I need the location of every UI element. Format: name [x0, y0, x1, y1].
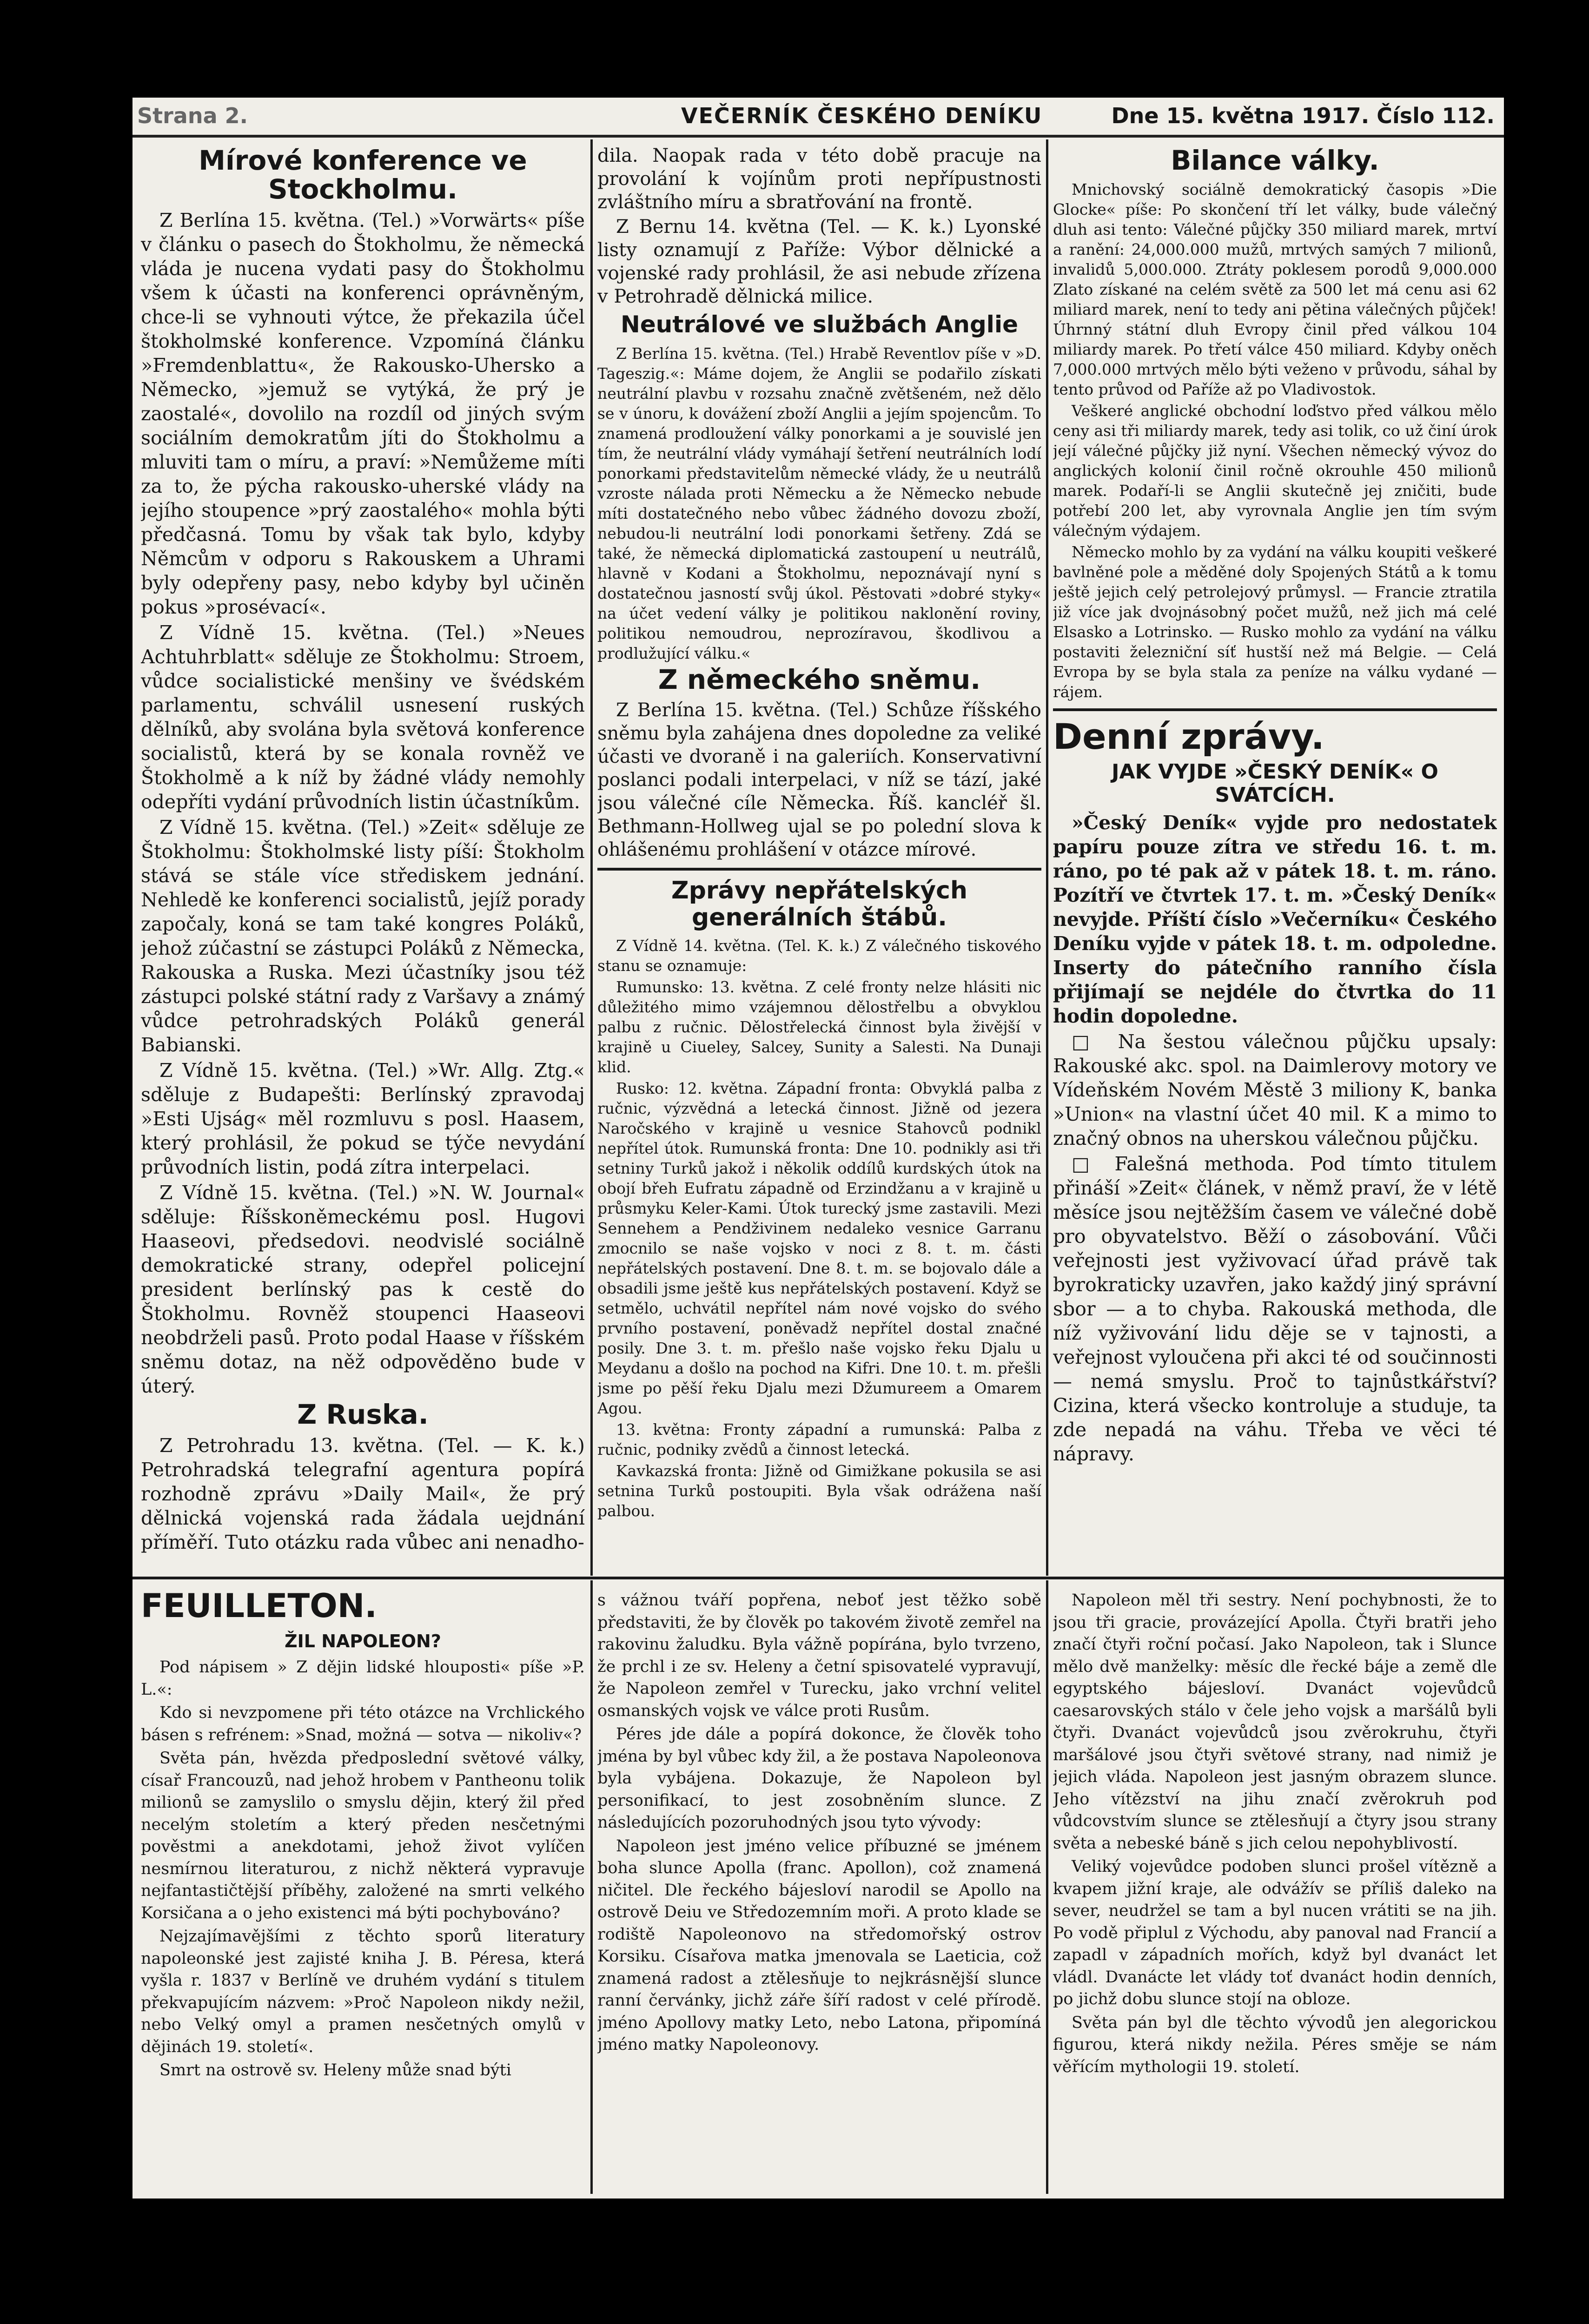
column-2: [597, 144, 1041, 1571]
feuilleton-paragraph: Světa pán, hvězda předposlední světové války, císař Francouzů, nad jehož hrobem v Pantheonu tolik milionů se zamyslilo o smyslu dějin, který žil před necelým stoletím a který předen nesčetnými pověstmi a anekdotami, jehož život vylíčen nesmírnou literaturou, z nichž některá vypravuje nejfantastičtější příběhy, založené na smrti velkého Korsičana a o jeho existenci má býti pochybováno?: [141, 1749, 585, 1922]
feuilleton-paragraph: Péres jde dále a popírá dokonce, že člověk toho jména by byl vůbec kdy žil, a že postava Napoleonova byla vybájena. Dokazuje, že Napoleon byl personifikací, to jest zosobněním slunce. Z následujících pozoruhodných jsou tyto vývody:: [597, 1725, 1041, 1832]
column-divider: [590, 139, 593, 1576]
issue-date: Dne 15. května 1917. Číslo 112.: [1111, 103, 1495, 128]
headline-war-balance: Bilance války.: [1171, 145, 1379, 176]
page-header: [132, 98, 1504, 138]
feuilleton-paragraph: Napoleon jest jméno velice příbuzné se jménem boha slunce Apolla (franc. Apollon), což znamená ničitel. Dle řeckého bájesloví narodil se Apollo na ostrově Deiu ve Středozemním moři. A proto klade se rodiště Napoleonovo na středomořský ostrov Korsiku. Císařova matka jmenovala se Laeticia, což znamená radost a ztělesňuje to nejkrásnější slunce ranní červánky, jichž záře šíří radost v celé přírodě. jméno Apollovy matky Leto, nebo Latona, připomíná jméno matky Napoleonovy.: [597, 1836, 1041, 2054]
feuilleton-subtitle: ŽIL NAPOLEON?: [285, 1631, 441, 1651]
feuilleton-paragraph: Pod nápisem » Z dějin lidské hlouposti« píše »P. L.«:: [141, 1658, 585, 1699]
article-paragraph: Mnichovský sociálně demokratický časopis »Die Glocke« píše: Po skončení tří let války, bude válečný dluh asi tento: Válečné půjčky 350 miliard marek, mrtví a ranění: 24,000.000 mužů, mrtvých samých 7 milionů, invalidů 5,000.000. Ztráty poklesem porodů 9,000.000 Zlato získané na celém světě za 500 let má cenu asi 62 miliard marek, není to tedy ani pětina válečných půjček! Úhrnný státní dluh Evropy činil před válkou 104 miliardy marek. Po třetí válce 450 miliard. Kdyby oněch 7,000.000 mrtvých mělo býti veženo v průvodu, sáhal by tento průvod od Paříže až po Vladivostok.: [1053, 180, 1497, 398]
column-divider: [1046, 1580, 1048, 2194]
article-paragraph: Z Petrohradu 13. května. (Tel. — K. k.) Petrohradská telegrafní agentura popírá rozhodně zprávu »Daily Mail«, že prý dělnická vojenská rada žádala uejdnání příměří. Tuto otázku rada vůbec ani nenadho-: [141, 1434, 585, 1553]
article-paragraph: Z Vídně 15. května. (Tel.) »Zeit« sděluje ze Štokholmu: Štokholmské listy píší: Štokholm stává se stále více střediskem jednání. Nehledě ke konferenci socialistů, jejíž porady započaly, koná se tam také kongres Poláků, jehož zúčastní se zástupci Poláků z Německa, Rakouska a Ruska. Mezi účastníky jsou též zástupci polské státní rady z Varšavy a známý vůdce petrohradských Poláků generál Babianski.: [141, 816, 585, 1056]
article-paragraph: Z Vídně 15. května. (Tel.) »Wr. Allg. Ztg.« sděluje z Budapešti: Berlínský zpravodaj »Esti Ujság« měl rozmluvu s posl. Haasem, který prohlásil, že pokud se týče nevydání průvodních listin, podá zítra interpelaci.: [141, 1059, 585, 1178]
feuilleton-paragraph: Smrt na ostrově sv. Heleny může snad býti: [159, 2061, 511, 2080]
article-paragraph: Z Vídně 15. května. (Tel.) »Neues Achtuhrblatt« sděluje ze Štokholmu: Stroem, vůdce socialistické menšiny ve švédském parlamentu, schválil usnesení ruských dělníků, aby svolána byla světová konference socialistů, která by se konala rovněž ve Štokholmě a k níž by žádné vlády nemohly odepříti vydání průvodních listin účastníkům.: [141, 621, 585, 813]
newspaper-sheet: [132, 98, 1504, 2199]
section-rule: [597, 868, 1041, 871]
feuilleton-column-2: [597, 1590, 1041, 2189]
feuilleton-paragraph: Nejzajímavějšími z těchto sporů literatury napoleonské jest zajisté kniha J. B. Péresa, která vyšla r. 1837 v Berlíně ve druhém vydání s titulem překvapujícím názvem: »Proč Napoleon nikdy nežil, nebo Velký omyl a pramen nesčetných omylů v dějinách 19. století«.: [141, 1927, 585, 2056]
war-balance-article: [1053, 179, 1497, 702]
article-paragraph: »Český Deník« vyjde pro nedostatek papíru pouze zítra ve středu 16. t. m. ráno, po té pak až v pátek 18. t. m. ráno. Pozítří ve čtvrtek 17. t. m. »Český Deník« nevyjde. Příští číslo »Večerníku« Českého Deníku vyjde v pátek 18. t. m. odpoledne. Inserty do pátečního ranního čísla přijímají se nejdéle do čtvrtka do 11 hodin dopoledne.: [1053, 812, 1497, 1027]
feuilleton-column-3: [1053, 1590, 1497, 2189]
headline-neutrals: Neutrálové ve službách Anglie: [620, 311, 1018, 338]
article-paragraph: Z Bernu 14. května (Tel. — K. k.) Lyonské listy oznamují z Paříže: Výbor dělnické a vojenské rady prohlásil, že asi nebude zřízena v Petrohradě dělnická milice.: [597, 216, 1041, 307]
article-paragraph: Z Berlína 15. května. (Tel.) »Vorwärts« píše v článku o pasech do Štokholmu, že německá vláda je nucena vydati pasy do Štokholmu všem k účasti na konferenci oprávněným, chce-li se vyhnouti výtce, že překazila účel štokholmské konference. Vzpomíná článku »Fremdenblattu«, že Rakousko-Uhersko a Německo, »jemuž se vytýká, že prý je zaostalé«, dovolilo na rozdíl od jiných svým sociálním demokratům jíti do Štokholmu a mluviti tam o míru, a praví: »Nemůžeme míti za to, že pýcha rakousko-uherské vlády na jejího stoupence »prý zaostalého« mohla býti předčasná. Tomu by však tak bylo, kdyby Němcům v odporu s Rakouskem a Uhrami byly odepřeny pasy, nebo kdyby byl učiněn pokus »prosévací«.: [141, 209, 585, 618]
article-paragraph: Z Vídně 15. května. (Tel.) »N. W. Journal« sděluje: Říšskoněmeckému posl. Hugovi Haaseovi, předsedovi. neodvislé sociálně demokratické strany, odepřel policejní president berlínský pas k cestě do Štokholmu. Rovněž stoupenci Haaseovi neobdrželi pasů. Proto podal Haase v říšském sněmu dotaz, na něž odpověděno bude v úterý.: [141, 1182, 585, 1397]
article-paragraph: Kavkazská fronta: Jižně od Gimižkane pokusila se asi setnina Turků postoupiti. Byla však odrážena naší palbou.: [597, 1462, 1041, 1520]
column-divider: [1046, 139, 1048, 1576]
article-paragraph: dila. Naopak rada v této době pracuje na provolání k vojínům proti nepřípustnosti zvláštního míru a sbratřování na frontě.: [597, 145, 1041, 213]
feuilleton-rule: [132, 1577, 1504, 1579]
headline-russia: Z Ruska.: [297, 1399, 429, 1430]
column-divider: [590, 1580, 593, 2194]
subheadline-holiday-schedule: JAK VYJDE »ČESKÝ DENÍK« O SVÁTCÍCH.: [1112, 760, 1438, 807]
column-3: [1053, 144, 1497, 1571]
feuilleton-paragraph: Kdo si nevzpomene při této otázce na Vrchlického básen s refrénem: »Snad, možná — sotva — nikoliv«?: [141, 1703, 585, 1744]
headline-enemy-staffs: Zprávy nepřátelských generálních štábů.: [671, 877, 968, 931]
feuilleton-title: FEUILLETON.: [141, 1587, 377, 1625]
feuilleton-paragraph: Veliký vojevůdce podoben slunci prošel vítězně a kvapem jižní kraje, ale odvážív se příliš daleko na sever, neudržel se tam a byl nucen vrátiti se na jih. Po vodě připlul z Východu, aby panoval nad Francií a zapadl v západních mořích, když byl dvanáct let vládl. Dvanácte let vlády toť dvanáct hodin denních, po jichž dobu slunce stojí na obloze.: [1053, 1857, 1497, 2008]
headline-daily-news: Denní zprávy.: [1053, 716, 1324, 757]
article-paragraph: Rusko: 12. května. Západní fronta: Obvyklá palba z ručnic, výzvědná a letecká činnost. Jižně od jezera Naročského v krajině u vesnice Stahovců podnikl nepřítel útok. Rumunská fronta: Dne 10. podnikly asi tři setniny Turků jakož i několik oddílů kurdských útok na obojí břeh Eufratu západně od Erzindžanu a v krajině u průsmyku Keler-Kami. Útok turecký jsme zastavili. Mezi Sennehem a Pendživinem nedaleko vesnice Garranu zmocnilo se naše vojsko v noci z 8. t. m. části nepřátelských postavení. Dne 8. t. m. se bojovalo dále a obsadili jsme ještě kus nepřátelských postavení. Když se setmělo, uchvátil nepřítel nám nové vojsko do svého prvního postavení, poněvadž nepřítel dostal značné posily. Dne 3. t. m. přešlo naše vojsko řeku Djalu u Meydanu a došlo na pochod na Kifri. Dne 10. t. m. přešli jsme po pěší řeku Djalu mezi Džumureem a Omarem Agou.: [597, 1079, 1041, 1417]
article-paragraph: Rumunsko: 13. května. Z celé fronty nelze hlásiti nic důležitého mimo vzájemnou dělostřelbu a obvyklou palbu z ručnic. Dělostřelecká činnost byla živější v krajině u Ciueley, Salcey, Sunity a Salesti. Na Dunaji klid.: [597, 978, 1041, 1076]
article-paragraph: Z Berlína 15. května. (Tel.) Hrabě Reventlov píše v »D. Tageszig.«: Máme dojem, že Anglii se podařilo získati neutrální plavbu v rozsahu značně zvětšeném, než dělo se v únoru, k dovážení zboží Anglii a jejím spojencům. To znamená prodloužení války ponorkami a je souvislé jen tím, že neutrální vlády vymáhají šetření neutrálních lodí ponorkami představitelům německé vlády, že u neutrálů vzroste nálada proti Německu a že Německo nebude míti dostatečného nebo vůbec žádného dovozu zboží, nebudou-li neutrální lodi ponorkami šetřeny. Zdá se také, že německá diplomatická zastoupení u neutrálů, hlavně v Kodani a Štokholmu, nepoznávají nyní s dostatečnou jasností svůj úkol. Pěstovati »dobré styky« na účet vedení války je politikou naklonění roviny, politikou nemoudrou, neprozíravou, škodlivou a prodlužující válku.«: [597, 344, 1041, 662]
headline-german-parliament: Z německého sněmu.: [658, 664, 981, 695]
article-paragraph: Německo mohlo by za vydání na válku koupiti veškeré bavlněné pole a měděné doly Spojených Států a k tomu ještě jejich celý petrolejový průmysl. — Francie ztratila již více jak dvojnásobný počet mužů, než jich má celé Elsasko a Lotrinsko. — Rusko mohlo za vydání na válku postaviti železniční síť hustší než má Belgie. — Celá Evropa by se byla stala za peníze na válku vydané — rájem.: [1053, 543, 1497, 701]
article-paragraph: Z Vídně 14. května. (Tel. K. k.) Z válečného tiskového stanu se oznamuje:: [597, 937, 1041, 975]
article-paragraph: 13. května: Fronty západní a rumunská: Palba z ručnic, podniky zvědů a činnost letecká.: [597, 1420, 1041, 1459]
article-paragraph: □ Falešná methoda. Pod tímto titulem přináší »Zeit« článek, v němž praví, že v létě měsíce jsou nejtěžším časem ve válečné době pro obyvatelstvo. Běží o zásobování. Vůči veřejnosti jest vyživovací úřad právě tak byrokraticky uzavřen, jako každý jiný správní sbor — a to chyba. Rakouská methoda, dle níž vyživování lidu děje se v tajnosti, a veřejnost vyloučena při akci té od součinnosti — nemá smyslu. Proč to tajnůstkářství? Cizina, která všecko kontroluje a studuje, ta zde nepadá na váhu. Třeba ve věci té nápravy.: [1053, 1153, 1497, 1465]
headline-peace-conferences: Mírové konference ve Stockholmu.: [199, 145, 527, 205]
feuilleton-paragraph: Napoleon měl tři sestry. Není pochybnosti, že to jsou tři gracie, provázející Apolla. Čtyři bratři jeho značí čtyři roční počasí. Jako Napoleon, tak i Slunce mělo dvě manželky: měsíc dle řecké báje a země dle egyptského bájesloví. Dvanáct vojevůdců caesarovských stálo v čele jeho vojsk a maršálů byli čtyři. Dvanáct vojevůdců jsou zvěrokruhu, čtyři maršálové jsou čtyři světové strany, nad nimiž je jejich vláda. Napoleon jest jasným obrazem slunce. Jeho vítězství na jihu značí zvěrokruh pod vůdcovstvím slunce se ztělesňují a čtyry jsou strany světa a nebeské báně s jich celou nepohyblivostí.: [1053, 1591, 1497, 1853]
column-1: [141, 144, 585, 1571]
section-rule: [1053, 708, 1497, 711]
article-paragraph: Z Berlína 15. května. (Tel.) Schůze říšského sněmu byla zahájena dnes dopoledne za veliké účasti ve dvoraně i na galeriích. Konservativní poslanci podali interpelaci, v níž se tází, jaké jsou válečné cíle Německa. Říš. kancléř šl. Bethmann-Hollweg ujal se po polední slova k ohlášenému prohlášení v otázce mírové.: [597, 700, 1041, 860]
masthead: VEČERNÍK ČESKÉHO DENÍKU: [681, 103, 1043, 128]
page-number: Strana 2.: [137, 103, 248, 128]
feuilleton-column-1: [141, 1585, 585, 2189]
article-paragraph: □ Na šestou válečnou půjčku upsaly: Rakouské akc. spol. na Daimlerovy motory ve Vídeňském Novém Městě 3 miliony K, banka »Union« na vlastní účet 40 mil. K a mimo to značný obnos na uherskou válečnou půjčku.: [1053, 1030, 1497, 1149]
article-paragraph: Veškeré anglické obchodní loďstvo před válkou mělo ceny asi tři miliardy marek, tedy asi tolik, co už činí úrok její válečné půjčky již nyní. Všechen německý vývoz do anglických kolonií činil ročně okrouhle 450 milionů marek. Podaří-li se Anglii skutečně jej zničiti, bude potřebí 200 let, aby vyrovnala Anglie jen tím svým válečným výdajem.: [1053, 402, 1497, 540]
feuilleton-paragraph: s vážnou tváří popřena, neboť jest těžko sobě představiti, že by člověk po takovém životě zemřel na rakovinu žaludku. Byla vážně popírána, bylo tvrzeno, že prchl i ze sv. Heleny a četní spisovatelé vypravují, že Napoleon zemřel v Turecku, jako vrchní velitel osmanských vojsk ve válce proti Rusům.: [597, 1591, 1041, 1720]
feuilleton-paragraph: Světa pán byl dle těchto vývodů jen alegorickou figurou, která nikdy nežila. Péres smějе se nám věřícím mythologii 19. století.: [1053, 2013, 1497, 2076]
